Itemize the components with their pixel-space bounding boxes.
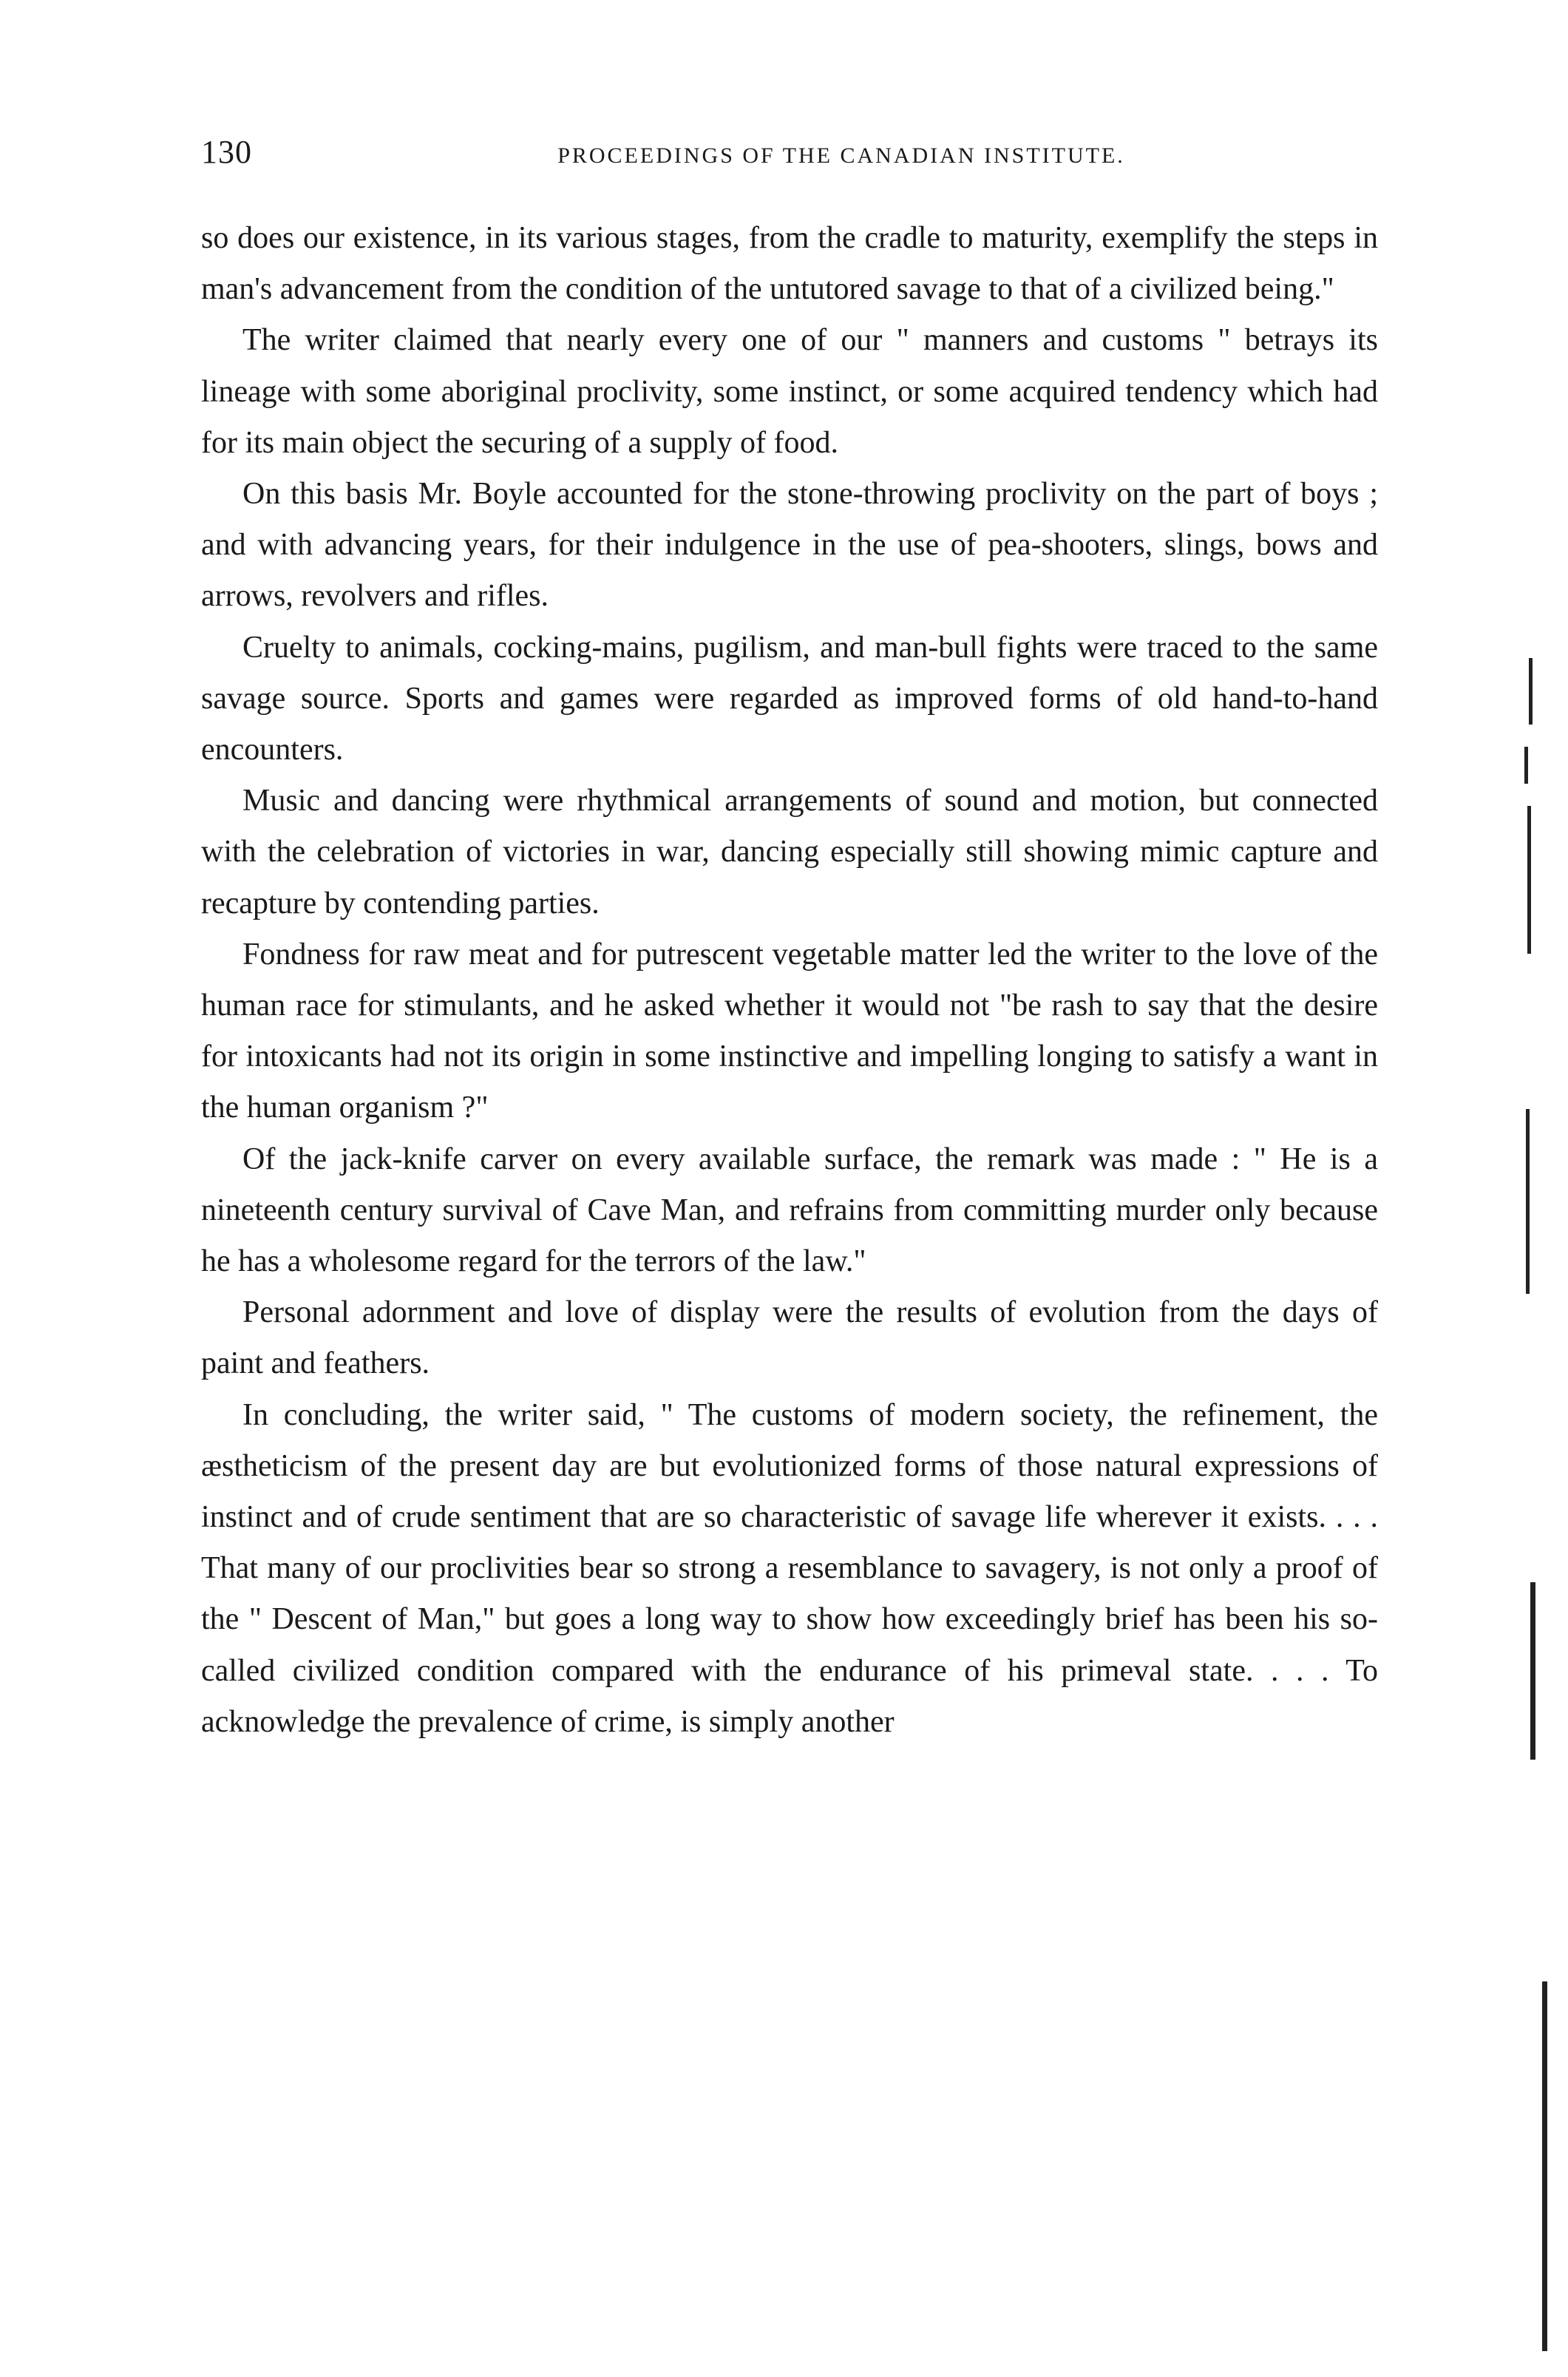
paragraph: Personal adornment and love of display were the results of evolution from the days of paint and feathers. bbox=[201, 1295, 1378, 1381]
scan-edge-mark bbox=[1530, 1582, 1535, 1760]
scan-edge-mark bbox=[1527, 806, 1531, 954]
paragraph: so does our existence, in its various stages, from the cradle to maturity, exemplify the steps in man's advancement from the condition of the untutored savage to that of a civilized being." bbox=[201, 221, 1378, 307]
scan-edge-mark bbox=[1526, 1109, 1530, 1294]
paragraph: The writer claimed that nearly every one of our " manners and customs " betrays its lineage with some aboriginal proclivity, some instinct, or some acquired tendency which had for its main object the securing of a supply of food. bbox=[201, 323, 1378, 460]
page-number: 130 bbox=[201, 134, 252, 170]
paragraph: Cruelty to animals, cocking-mains, pugilism, and man-bull fights were traced to the same savage source. Sports and games were regarded as improved forms of old hand-to-hand encounters. bbox=[201, 630, 1378, 767]
paragraph: Music and dancing were rhythmical arrangements of sound and motion, but connected with the celebration of victories in war, dancing especially still showing mimic capture and recapture by contending parties. bbox=[201, 784, 1378, 920]
document-page bbox=[201, 133, 1378, 1748]
paragraph: Fondness for raw meat and for putrescent vegetable matter led the writer to the love of the human race for stimulants, and he asked whether it would not "be rash to say that the desire for intoxicants had not its origin in some instinctive and impelling longing to satisfy a want in the human organism ?" bbox=[201, 937, 1378, 1125]
paragraph: Of the jack-knife carver on every available surface, the remark was made : " He is a nineteenth century survival of Cave Man, and refrains from committing murder only because he has a wholesome regard for the terrors of the law." bbox=[201, 1142, 1378, 1279]
scan-edge-mark bbox=[1542, 1981, 1547, 2351]
paragraph: In concluding, the writer said, " The customs of modern society, the refinement, the æstheticism of the present day are but evolutionized forms of those natural expressions of instinct and of crude sentiment that are so characteristic of savage life wherever it exists. . . . That many of our proclivities bear so strong a resemblance to savagery, is not only a proof of the " Descent of Man," but goes a long way to show how exceedingly brief has been his so-called civilized condition compared with the endurance of his primeval state. . . . To acknowledge the prevalence of crime, is simply another bbox=[201, 1397, 1378, 1739]
running-head: PROCEEDINGS OF THE CANADIAN INSTITUTE. bbox=[557, 143, 1125, 168]
page-header bbox=[201, 133, 1378, 192]
scan-edge-mark bbox=[1524, 747, 1528, 784]
body-text bbox=[201, 213, 1378, 1748]
scan-edge-mark bbox=[1529, 658, 1533, 725]
paragraph: On this basis Mr. Boyle accounted for the stone-throwing proclivity on the part of boys ; and with advancing years, for their indulgence in the use of pea-shooters, slings, bows and arrows, revolvers and rifles. bbox=[201, 477, 1378, 614]
